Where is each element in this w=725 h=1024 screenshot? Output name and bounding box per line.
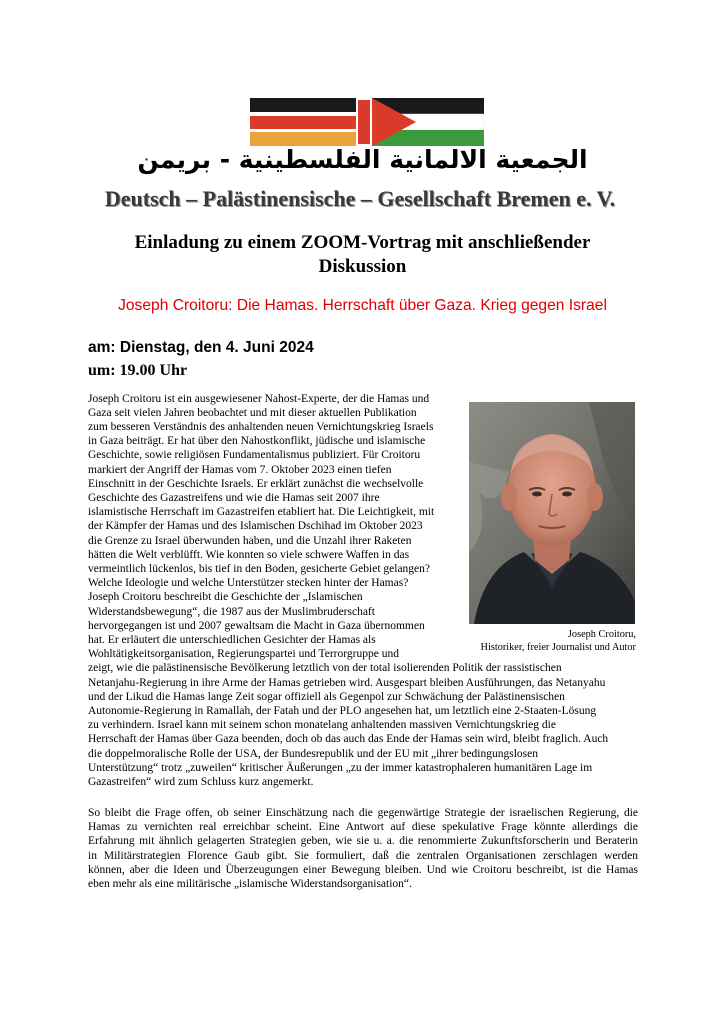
body-line: Unterstützung“ trotz „zuweilen“ kritischer Äußerungen „zu der immer katastrophaleren humanitären Lage im <box>88 762 593 774</box>
body-line: Einschnitt in der Geschichte Israels. Er erklärt zunächst die wechselvolle <box>88 478 424 490</box>
body-line: Gaza seit vielen Jahren beobachtet und mit dieser aktuellen Publikation <box>88 407 417 419</box>
body-line: Geschichte, sowie religiösen Fundamentalismus publiziert. Für Croitoru <box>88 449 421 461</box>
caption-name: Joseph Croitoru, <box>567 629 636 640</box>
body-paragraph-2 <box>88 806 638 891</box>
palestinian-flag-icon <box>372 98 484 146</box>
invitation-line-1: Einladung zu einem ZOOM-Vortrag mit anschließender <box>134 232 591 253</box>
body-line: hervorgegangen ist und 2007 gewaltsam die Macht in Gaza übernommen <box>88 620 425 632</box>
body-line: Erfahrung mit ähnlich gelagerten Strategien geben, wie sie u. a. die renommierte Zukunftsforscherin und Beraterin <box>88 835 638 848</box>
arabic-society-name: الجمعية الالمانية الفلسطينية - بريمن <box>137 145 588 174</box>
body-line: zum besseren Verständnis des anhaltenden neuen Vernichtungskrieg Israels <box>88 421 434 433</box>
body-line: Joseph Croitoru beschreibt die Geschichte der „Islamischen <box>88 591 363 603</box>
body-line: in Gaza beiträgt. Er hat über den Nahostkonflikt, jüdische und islamische <box>88 435 426 447</box>
body-line: Netanjahu-Regierung in ihre Arme der Hamas getrieben wird. Ausgespart bleiben Ausführungen, das Netanyahu <box>88 677 606 689</box>
body-line: eben mehr als eine militärische „islamische Widerstandsorganisation“. <box>88 877 412 890</box>
body-line: hat. Er erläutert die unterschiedlichen Gesichter der Hamas als <box>88 634 376 646</box>
body-line: Welche Ideologie und welche Unterstützer stecken hinter der Hamas? <box>88 577 409 589</box>
body-line: Wohltätigkeitsorganisation, Regierungspartei und Terrorgruppe und <box>88 648 399 660</box>
flag-stripe-red <box>250 116 356 129</box>
flag-stripe-gold <box>250 132 356 146</box>
flag-stripe-black <box>250 98 356 112</box>
body-line: Autonomie-Regierung in Ramallah, der Fatah und der PLO angesehen hat, um letztlich eine 2-Staaten-Lösung <box>88 705 597 717</box>
body-line: vermeintlich lückenlos, bis tief in den Boden, gesicherte Gebiet gelangen? <box>88 563 431 575</box>
society-name: Deutsch – Palästinensische – Gesellschaft Bremen e. V. <box>104 186 616 211</box>
invitation-heading <box>90 231 635 279</box>
portrait-caption <box>444 628 636 654</box>
body-line: und der Likud die Hamas lange Zeit sogar offiziell als Gegenpol zur Schwächung der Palästinensischen <box>88 691 565 703</box>
german-flag-icon <box>250 98 356 146</box>
society-logo <box>248 98 484 146</box>
body-line: in Militärstrategien Florence Gaub gibt. Sie formuliert, daß die zentralen Organisationen zerschlagen werden <box>88 849 638 862</box>
body-line: islamistische Herrschaft im Gazastreifen etabliert hat. Die Leichtigkeit, mit <box>88 506 435 518</box>
invitation-line-2: Diskussion <box>318 256 407 277</box>
body-line: Joseph Croitoru ist ein ausgewiesener Nahost-Experte, der die Hamas und <box>88 393 430 405</box>
body-line: die doppelmoralische Rolle der USA, der Bundesrepublik und der EU mit „ihrer bedingungslosen <box>88 748 538 760</box>
event-time: um: 19.00 Uhr <box>88 362 188 379</box>
body-line: Gazastreifen“ wird zum Schluss kurz angemerkt. <box>88 776 314 788</box>
body-line: markiert der Angriff der Hamas vom 7. Oktober 2023 einen tiefen <box>88 464 392 476</box>
logo-divider <box>358 100 370 144</box>
body-line: die Grenze zu Israel überwunden haben, und die Unzahl ihrer Raketen <box>88 535 412 547</box>
body-line: Widerstandsbewegung“, die 1987 aus der Muslimbruderschaft <box>88 606 375 618</box>
body-line: können, aber die Ideen und Überzeugungen einer Bewegung bleiben. Und wie Croitoru beschreibt, ist die Hamas <box>88 863 638 876</box>
body-line: Hamas zu vernichten real erreichbar scheint. Eine Antwort auf diese spekulative Frage könnte allerdings die <box>88 821 638 834</box>
body-line: So bleibt die Frage offen, ob seiner Einschätzung nach die gegenwärtige Strategie der israelischen Regierung, die <box>88 807 638 819</box>
body-line: hätten die Welt verblüfft. Wie konnten so viele schwere Waffen in das <box>88 549 410 561</box>
body-line: Herrschaft der Hamas über Gaza beenden, doch ob das auch das Ende der Hamas sein wird, bleibt fraglich. Auch <box>88 733 609 745</box>
body-line: der Kämpfer der Hamas und des Islamischen Dschihad im Oktober 2023 <box>88 520 423 532</box>
body-line: zeigt, wie die palästinensische Bevölkerung letztlich von der total isolierenden Politik der rassistischen <box>88 662 562 674</box>
body-line: zu verhindern. Israel kann mit seinem schon monatelang anhaltenden massiven Vernichtungskrieg die <box>88 719 556 731</box>
caption-role: Historiker, freier Journalist und Autor <box>480 642 636 653</box>
lecture-title: Joseph Croitoru: Die Hamas. Herrschaft über Gaza. Krieg gegen Israel <box>118 297 607 314</box>
speaker-portrait <box>469 402 635 624</box>
event-date: am: Dienstag, den 4. Juni 2024 <box>88 339 314 356</box>
body-line: Geschichte des Gazastreifens und wie die Hamas seit 2007 ihre <box>88 492 380 504</box>
